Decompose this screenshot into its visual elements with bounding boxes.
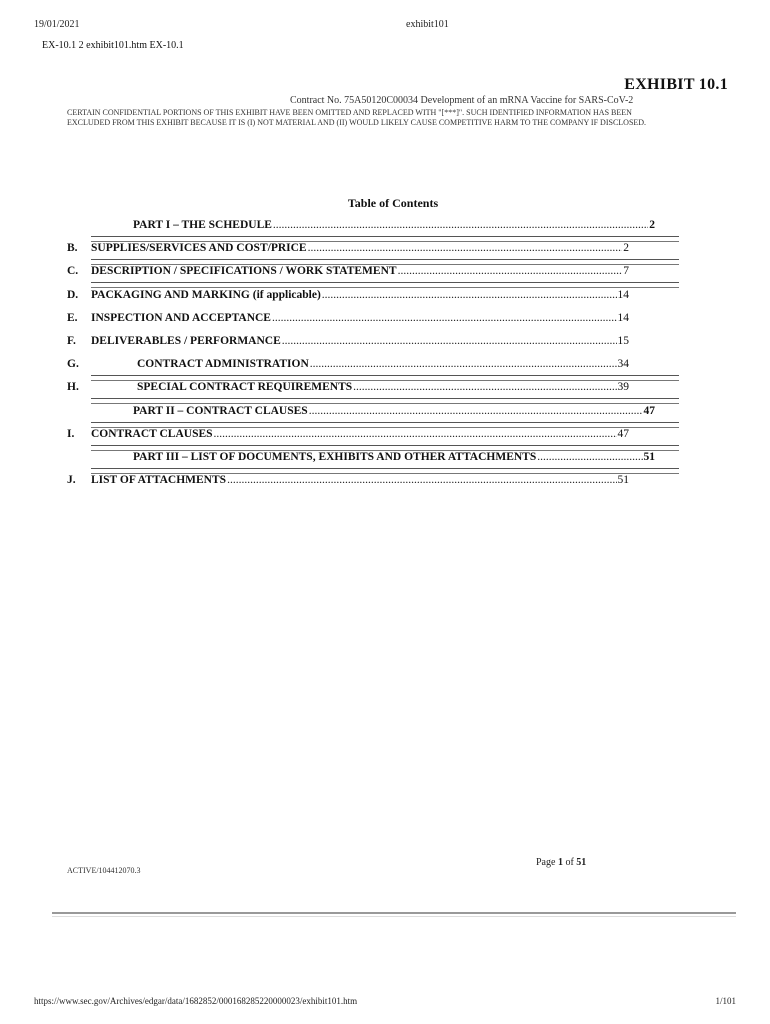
page-number-current: 1 [557, 857, 563, 868]
toc-letter: F. [67, 335, 76, 347]
footer-divider-shadow [52, 916, 736, 917]
toc-title: CONTRACT ADMINISTRATION [137, 358, 309, 370]
confidential-line-2: EXCLUDED FROM THIS EXHIBIT BECAUSE IT IS (I) NOT MATERIAL AND (II) WOULD LIKELY CAUSE COMPETITIVE HARM TO THE COMPANY IF DISCLOSED. [67, 118, 647, 127]
toc-page: 14 [617, 289, 629, 301]
confidential-line-1: CERTAIN CONFIDENTIAL PORTIONS OF THIS EXHIBIT HAVE BEEN OMITTED AND REPLACED WITH "[***]". SUCH IDENTIFIED INFORMATION HAS BEEN [67, 108, 632, 117]
toc-letter: G. [67, 358, 79, 370]
toc-page: 34 [617, 358, 629, 370]
toc-title: PART II – CONTRACT CLAUSES [133, 405, 308, 417]
toc-page: 15 [617, 335, 629, 347]
toc-page: 51 [643, 451, 655, 463]
toc-title: LIST OF ATTACHMENTS [91, 474, 227, 486]
toc-page: 39 [617, 381, 629, 393]
toc-page: 7 [623, 265, 629, 277]
toc-letter: B. [67, 242, 78, 254]
toc-page: 47 [643, 405, 655, 417]
confidential-notice [67, 108, 646, 128]
toc-heading: Table of Contents [347, 196, 439, 210]
toc-title: PACKAGING AND MARKING (if applicable) [91, 289, 321, 301]
toc-letter: C. [67, 265, 79, 277]
footer-divider [52, 912, 736, 914]
toc-title: PART III – LIST OF DOCUMENTS, EXHIBITS AND OTHER ATTACHMENTS [133, 451, 537, 463]
document-id: ACTIVE/104412070.3 [67, 866, 141, 875]
toc-page: 2 [623, 242, 629, 254]
toc-page: 2 [649, 219, 655, 231]
toc-title: SPECIAL CONTRACT REQUIREMENTS [137, 381, 353, 393]
toc-page: 47 [617, 428, 629, 440]
toc-page: 14 [617, 312, 629, 324]
toc-title: PART I – THE SCHEDULE [133, 219, 272, 231]
toc-title: DESCRIPTION / SPECIFICATIONS / WORK STATEMENT [91, 265, 397, 277]
toc-title: CONTRACT CLAUSES [91, 428, 213, 440]
toc-title: DELIVERABLES / PERFORMANCE [91, 335, 281, 347]
page-number-total: 51 [576, 857, 587, 868]
print-page-count: 1/101 [715, 996, 736, 1006]
print-title: exhibit101 [406, 19, 449, 30]
toc-title: SUPPLIES/SERVICES AND COST/PRICE [91, 242, 307, 254]
toc-title: INSPECTION AND ACCEPTANCE [91, 312, 271, 324]
toc-letter: I. [67, 428, 75, 440]
page-number-prefix: Page [536, 857, 558, 868]
print-date: 19/01/2021 [34, 19, 80, 30]
toc-letter: E. [67, 312, 78, 324]
page-number [536, 857, 586, 868]
contract-line: Contract No. 75A50120C00034 Development of an mRNA Vaccine for SARS-CoV-2 [290, 95, 634, 106]
file-descriptor: EX-10.1 2 exhibit101.htm EX-10.1 [42, 40, 184, 51]
toc-page: 51 [617, 474, 629, 486]
toc-letter: J. [67, 474, 76, 486]
print-url: https://www.sec.gov/Archives/edgar/data/1682852/000168285220000023/exhibit101.htm [34, 996, 358, 1006]
toc-letter: H. [67, 381, 79, 393]
toc-letter: D. [67, 289, 79, 301]
exhibit-title: EXHIBIT 10.1 [624, 76, 728, 93]
page-number-middle: of [562, 857, 577, 868]
